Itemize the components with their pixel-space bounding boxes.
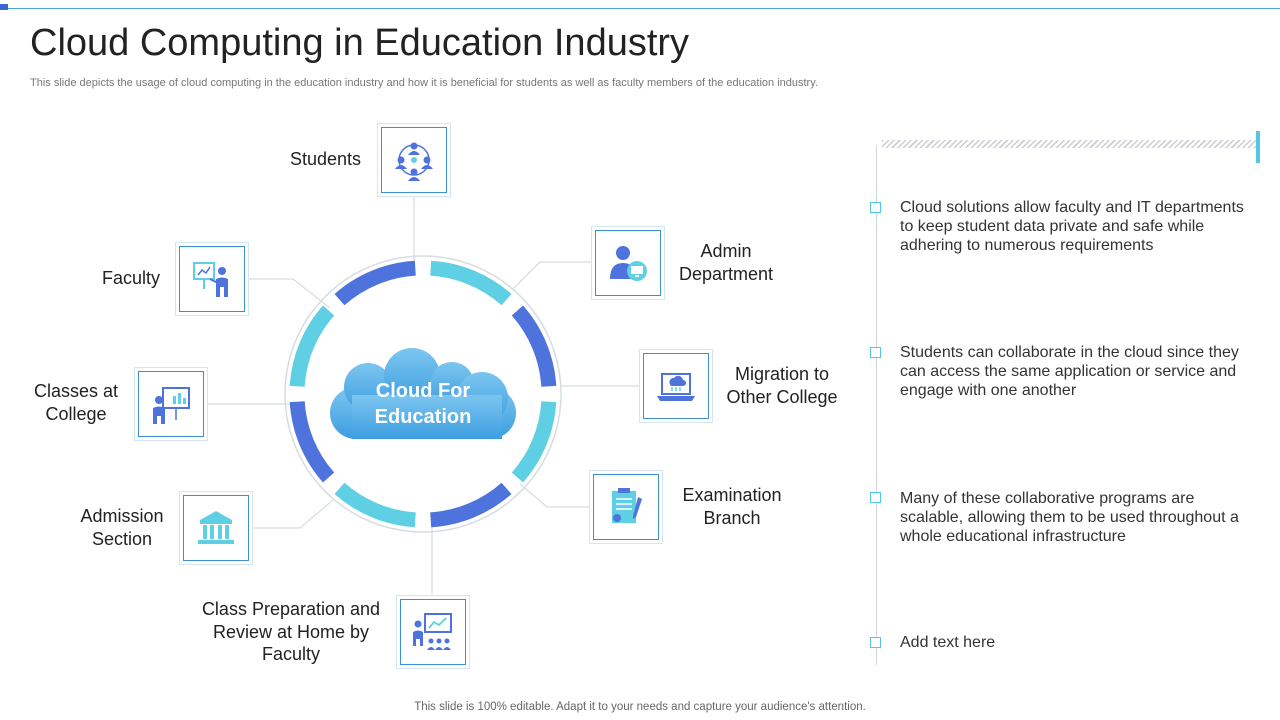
migration-label-line1: Migration to <box>734 364 830 384</box>
exam-label-line2: Branch <box>703 508 761 528</box>
point-text-3: Many of these collaborative programs are scalable, allowing them to be used throughout a whole educational infrastructure <box>900 490 1239 545</box>
class-prep-label <box>190 598 392 666</box>
center-label-line2: Education <box>374 406 472 428</box>
hatched-bar <box>882 140 1258 148</box>
class-prep-label-line3: Faculty <box>261 644 321 664</box>
ring-segment <box>517 402 548 478</box>
class-prep-label-line1: Class Preparation and <box>201 599 381 619</box>
classroom-teacher-icon <box>149 382 193 426</box>
exam-label-line1: Examination <box>682 485 782 505</box>
hatched-bar-accent <box>1256 131 1260 163</box>
migration-label <box>718 363 846 409</box>
students-box <box>381 127 447 193</box>
ring-segment <box>297 402 328 478</box>
students-group-icon <box>392 138 436 182</box>
admission-box <box>183 495 249 561</box>
exam-paper-pen-icon <box>604 485 648 529</box>
students-label: Students <box>290 149 362 169</box>
admin-label-line2: Department <box>678 264 774 284</box>
faculty-label: Faculty <box>102 268 161 288</box>
bullet-marker-1 <box>870 202 881 213</box>
admin-user-monitor-icon <box>606 241 650 285</box>
class-prep-label-line2: Review at Home by <box>212 621 370 642</box>
bullet-marker-4 <box>870 637 881 648</box>
bullet-marker-2 <box>870 347 881 358</box>
center-label <box>338 378 508 430</box>
presentation-audience-icon <box>411 610 455 654</box>
bullet-marker-3 <box>870 492 881 503</box>
point-text-1: Cloud solutions allow faculty and IT departments to keep student data private and safe while adhering to numerous requirements <box>900 199 1244 254</box>
ring-segment <box>431 488 507 519</box>
ring-segment <box>340 268 416 299</box>
ring-segment <box>431 268 507 299</box>
migration-box <box>643 353 709 419</box>
classes-label-line2: College <box>45 404 107 424</box>
admin-label <box>672 240 780 286</box>
ring-segment <box>297 311 328 387</box>
faculty-box <box>179 246 245 312</box>
page-title: Cloud Computing in Education Industry <box>30 22 690 64</box>
cloud-laptop-icon <box>654 364 698 408</box>
page-subtitle: This slide depicts the usage of cloud computing in the education industry and how it is beneficial for students as well as faculty members of the education industry. <box>30 77 818 89</box>
classes-box <box>138 371 204 437</box>
building-icon <box>194 506 238 550</box>
ring-segment <box>340 488 416 519</box>
faculty-presentation-icon <box>190 257 234 301</box>
point-text-2: Students can collaborate in the cloud since they can access the same application or service and engage with one another <box>900 344 1239 399</box>
ring-segment <box>517 311 548 387</box>
admin-label-line1: Admin <box>700 241 752 261</box>
migration-label-line2: Other College <box>726 387 838 407</box>
admission-label-line1: Admission <box>80 506 164 526</box>
exam-label <box>672 484 792 530</box>
center-label-line1: Cloud For <box>375 380 471 402</box>
admission-label <box>62 505 182 551</box>
admission-label-line2: Section <box>91 529 153 549</box>
classes-label <box>14 380 138 426</box>
exam-box <box>593 474 659 540</box>
admin-box <box>595 230 661 296</box>
point-text-4: Add text here <box>900 634 996 651</box>
classes-label-line1: Classes at <box>33 381 119 401</box>
timeline-line <box>876 145 877 665</box>
class-prep-box <box>400 599 466 665</box>
page-footer: This slide is 100% editable. Adapt it to your needs and capture your audience's attention. <box>414 701 866 713</box>
